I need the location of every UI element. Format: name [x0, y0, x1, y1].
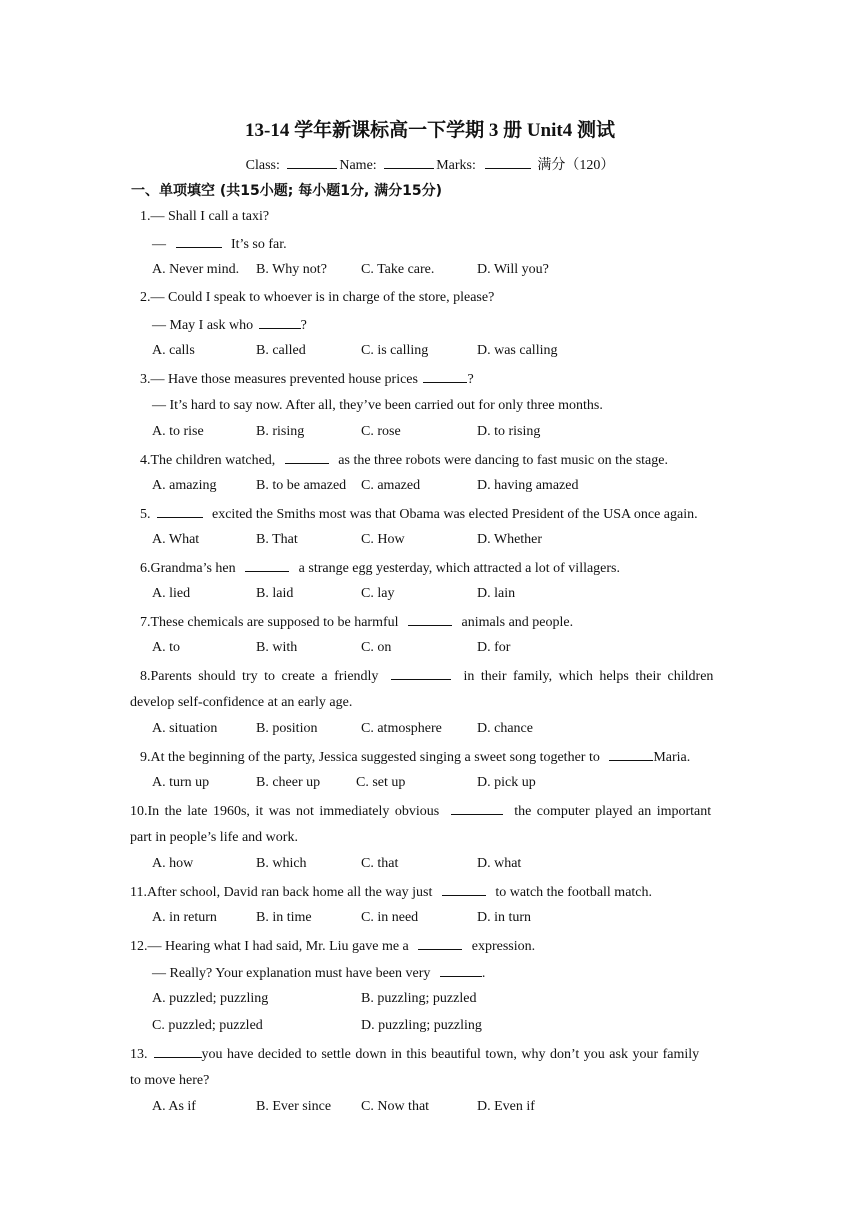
question-12: 12.— Hearing what I had said, Mr. Liu gave me a expression. — [130, 939, 536, 954]
option-4a: A. amazing — [152, 478, 217, 493]
option-4b: B. to be amazed — [256, 478, 347, 493]
page-title: 13-14 学年新课标高一下学期 3 册 Unit4 测试 — [245, 120, 615, 141]
option-2c: C. is calling — [361, 343, 429, 358]
option-13b: B. Ever since — [256, 1099, 332, 1114]
option-12c: C. puzzled; puzzled — [152, 1018, 263, 1033]
option-8b: B. position — [256, 721, 318, 736]
student-info-line — [0, 154, 860, 174]
option-12b: B. puzzling; puzzled — [361, 991, 477, 1006]
option-2d: D. was calling — [477, 343, 558, 358]
name-label: Name: — [339, 158, 377, 173]
question-8-continuation: develop self-confidence at an early age. — [130, 695, 353, 710]
option-2b: B. called — [256, 343, 306, 358]
question-13-continuation: to move here? — [130, 1073, 210, 1088]
question-10: 10.In the late 1960s, it was not immediately obvious the computer played an important — [130, 804, 712, 819]
question-7: 7.These chemicals are supposed to be harmful animals and people. — [140, 615, 574, 630]
option-5a: A. What — [152, 532, 200, 547]
option-10d: D. what — [477, 856, 522, 871]
option-8d: D. chance — [477, 721, 533, 736]
option-4c: C. amazed — [361, 478, 421, 493]
option-9b: B. cheer up — [256, 775, 321, 790]
question-10-continuation: part in people’s life and work. — [130, 830, 298, 845]
option-1c: C. Take care. — [361, 262, 435, 277]
option-5d: D. Whether — [477, 532, 543, 547]
question-13: 13. you have decided to settle down in this beautiful town, why don’t you ask your family — [130, 1047, 700, 1062]
option-7b: B. with — [256, 640, 298, 655]
question-1: 1.— Shall I call a taxi? — [140, 209, 270, 224]
option-9d: D. pick up — [477, 775, 536, 790]
question-3-answer-line: — It’s hard to say now. After all, they’ve been carried out for only three months. — [152, 398, 603, 413]
option-10b: B. which — [256, 856, 307, 871]
option-6c: C. lay — [361, 586, 395, 601]
option-7c: C. on — [361, 640, 392, 655]
option-9a: A. turn up — [152, 775, 210, 790]
option-1d: D. Will you? — [477, 262, 549, 277]
option-5b: B. That — [256, 532, 298, 547]
option-3a: A. to rise — [152, 424, 204, 439]
option-7a: A. to — [152, 640, 180, 655]
option-13c: C. Now that — [361, 1099, 430, 1114]
question-11: 11.After school, David ran back home all the way just to watch the football match. — [130, 885, 653, 900]
option-4d: D. having amazed — [477, 478, 579, 493]
question-4: 4.The children watched, as the three robots were dancing to fast music on the stage. — [140, 453, 668, 468]
option-6b: B. laid — [256, 586, 294, 601]
option-3c: C. rose — [361, 424, 401, 439]
option-12a: A. puzzled; puzzling — [152, 991, 269, 1006]
section-heading: 一、单项填空 (共15小题; 每小题1分, 满分15分) — [131, 183, 443, 199]
option-11a: A. in return — [152, 910, 217, 925]
option-13d: D. Even if — [477, 1099, 535, 1114]
option-7d: D. for — [477, 640, 511, 655]
option-1b: B. Why not? — [256, 262, 327, 277]
question-6: 6.Grandma’s hen a strange egg yesterday, which attracted a lot of villagers. — [140, 561, 621, 576]
option-10c: C. that — [361, 856, 399, 871]
name-blank — [384, 156, 434, 169]
option-6d: D. lain — [477, 586, 516, 601]
question-2-answer-line: — May I ask who ? — [152, 318, 307, 333]
option-6a: A. lied — [152, 586, 191, 601]
question-3: 3.— Have those measures prevented house prices ? — [140, 372, 474, 387]
option-11c: C. in need — [361, 910, 419, 925]
question-5: 5. excited the Smiths most was that Obama was elected President of the USA once again. — [140, 507, 698, 522]
option-10a: A. how — [152, 856, 194, 871]
option-8c: C. atmosphere — [361, 721, 442, 736]
class-blank — [287, 156, 337, 169]
option-9c: C. set up — [356, 775, 406, 790]
marks-label: Marks: — [436, 158, 476, 173]
question-1-answer-line: — It’s so far. — [152, 237, 287, 252]
question-12-answer-line: — Really? Your explanation must have been very . — [152, 966, 486, 981]
question-9: 9.At the beginning of the party, Jessica suggested singing a sweet song together to Maria. — [140, 750, 691, 765]
question-8: 8.Parents should try to create a friendly in their family, which helps their children — [140, 669, 714, 684]
question-2: 2.— Could I speak to whoever is in charge of the store, please? — [140, 290, 495, 305]
full-marks: 满分（120） — [537, 158, 615, 173]
option-11b: B. in time — [256, 910, 312, 925]
option-3d: D. to rising — [477, 424, 541, 439]
marks-blank — [485, 156, 531, 169]
option-13a: A. As if — [152, 1099, 196, 1114]
class-label: Class: — [245, 158, 280, 173]
option-1a: A. Never mind. — [152, 262, 240, 277]
option-8a: A. situation — [152, 721, 218, 736]
option-2a: A. calls — [152, 343, 195, 358]
option-11d: D. in turn — [477, 910, 532, 925]
option-3b: B. rising — [256, 424, 305, 439]
option-12d: D. puzzling; puzzling — [361, 1018, 482, 1033]
option-5c: C. How — [361, 532, 405, 547]
